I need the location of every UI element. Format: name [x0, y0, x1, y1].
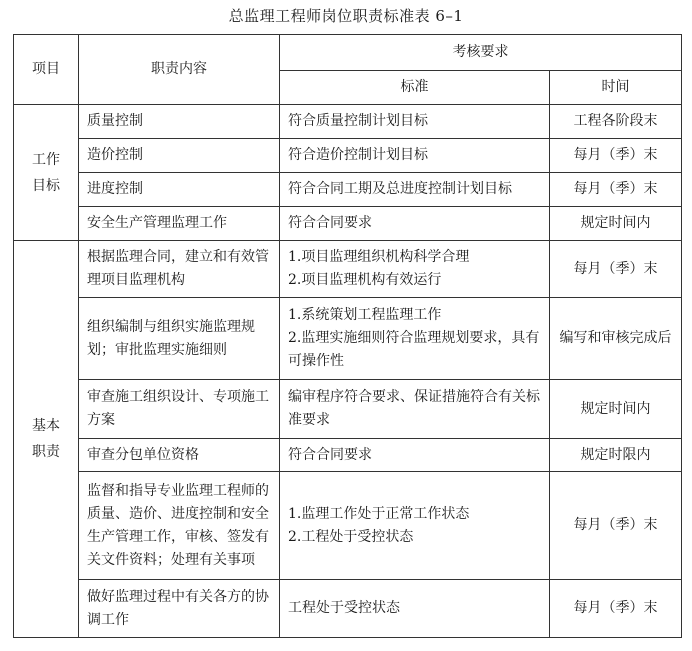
time-cell: 每月（季）末 — [550, 241, 682, 298]
standard-cell: 符合合同工期及总进度控制计划目标 — [280, 173, 550, 207]
table-row — [14, 439, 682, 472]
header-assessment: 考核要求 — [280, 35, 682, 71]
content-cell: 进度控制 — [79, 173, 280, 207]
content-cell: 组织编制与组织实施监理规划；审批监理实施细则 — [79, 298, 280, 380]
duty-standard-table — [13, 34, 682, 638]
table-row — [14, 207, 682, 241]
content-cell: 审查施工组织设计、专项施工方案 — [79, 380, 280, 439]
standard-cell: 1.系统策划工程监理工作 2.监理实施细则符合监理规划要求，具有可操作性 — [280, 298, 550, 380]
standard-cell: 1.监理工作处于正常工作状态 2.工程处于受控状态 — [280, 472, 550, 580]
table-row — [14, 380, 682, 439]
time-cell: 编写和审核完成后 — [550, 298, 682, 380]
standard-cell: 符合合同要求 — [280, 439, 550, 472]
table-title: 总监理工程师岗位职责标准表 6–1 — [228, 7, 464, 25]
header-item: 项目 — [14, 35, 79, 105]
content-cell: 造价控制 — [79, 139, 280, 173]
content-cell: 监督和指导专业监理工程师的质量、造价、进度控制和安全生产管理工作，审核、签发有关文件资料；处理有关事项 — [79, 472, 280, 580]
time-cell: 规定时间内 — [550, 207, 682, 241]
time-cell: 每月（季）末 — [550, 139, 682, 173]
category-line: 工作 — [32, 151, 60, 168]
standard-cell: 符合质量控制计划目标 — [280, 105, 550, 139]
time-cell: 规定时限内 — [550, 439, 682, 472]
time-cell: 工程各阶段末 — [550, 105, 682, 139]
content-cell: 质量控制 — [79, 105, 280, 139]
header-time: 时间 — [550, 71, 682, 105]
standard-cell: 1.项目监理组织机构科学合理 2.项目监理机构有效运行 — [280, 241, 550, 298]
header-standard: 标准 — [280, 71, 550, 105]
standard-cell: 符合造价控制计划目标 — [280, 139, 550, 173]
category-line: 职责 — [32, 444, 60, 460]
content-cell: 安全生产管理监理工作 — [79, 207, 280, 241]
standard-cell: 工程处于受控状态 — [280, 580, 550, 638]
category-line: 基本 — [32, 418, 60, 434]
time-cell: 每月（季）末 — [550, 472, 682, 580]
table-row — [14, 298, 682, 380]
table-row — [14, 580, 682, 638]
content-cell: 做好监理过程中有关各方的协调工作 — [79, 580, 280, 638]
content-cell: 审查分包单位资格 — [79, 439, 280, 472]
time-cell: 规定时间内 — [550, 380, 682, 439]
table-row — [14, 241, 682, 298]
standard-cell: 符合合同要求 — [280, 207, 550, 241]
category-line: 目标 — [32, 177, 60, 194]
category-cell — [14, 105, 79, 241]
standard-cell: 编审程序符合要求、保证措施符合有关标准要求 — [280, 380, 550, 439]
time-cell: 每月（季）末 — [550, 173, 682, 207]
content-cell: 根据监理合同，建立和有效管理项目监理机构 — [79, 241, 280, 298]
time-cell: 每月（季）末 — [550, 580, 682, 638]
table-row — [14, 472, 682, 580]
table-row — [14, 173, 682, 207]
category-cell — [14, 241, 79, 638]
header-content: 职责内容 — [79, 35, 280, 105]
table-row — [14, 139, 682, 173]
header-row — [14, 35, 682, 71]
table-row — [14, 105, 682, 139]
